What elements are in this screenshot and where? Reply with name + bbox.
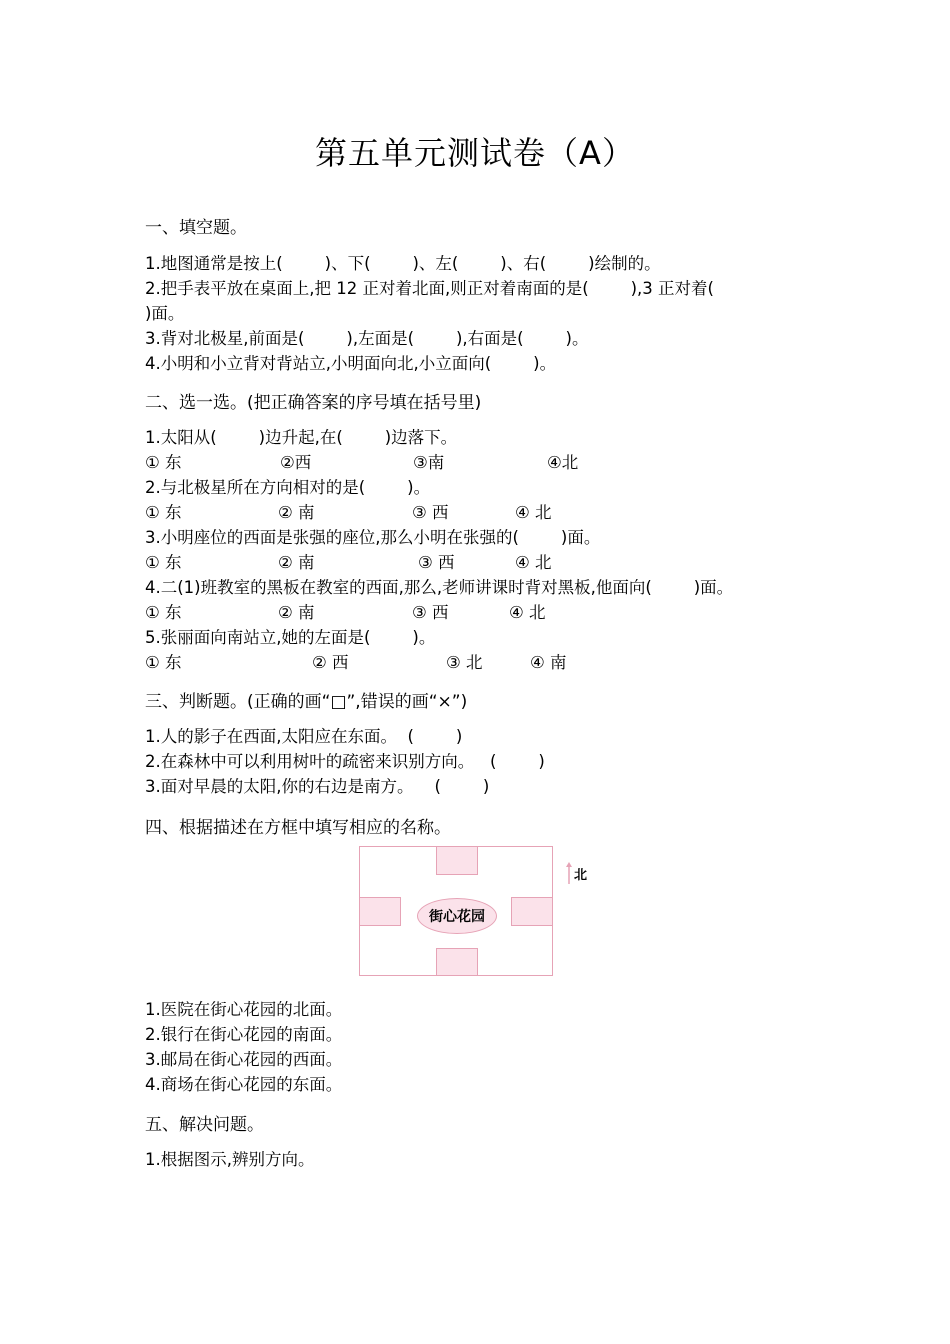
option: ③ 西 <box>418 553 455 572</box>
s2-q2-text: 2.与北极星所在方向相对的是( )。 <box>145 478 431 497</box>
s2-q5-text: 5.张丽面向南站立,她的左面是( )。 <box>145 628 436 647</box>
section-2-heading: 二、选一选。(把正确答案的序号填在括号里) <box>145 393 482 413</box>
north-arrow-icon <box>566 862 572 884</box>
street-map-diagram <box>359 846 553 976</box>
option: ④ 北 <box>509 603 546 622</box>
s3-line-2: 2.在森林中可以利用树叶的疏密来识别方向。 ( ) <box>145 752 545 771</box>
section-5-heading: 五、解决问题。 <box>145 1115 264 1135</box>
option: ① 东 <box>145 603 182 622</box>
garden-center <box>417 898 497 934</box>
section-1-heading: 一、填空题。 <box>145 218 247 238</box>
s3-line-1: 1.人的影子在西面,太阳应在东面。 ( ) <box>145 727 463 746</box>
s4-line-1: 1.医院在街心花园的北面。 <box>145 1000 343 1019</box>
option: ② 南 <box>278 603 315 622</box>
s1-line-5: 4.小明和小立背对背站立,小明面向北,小立面向( )。 <box>145 354 557 373</box>
s2-q3-text: 3.小明座位的西面是张强的座位,那么小明在张强的( )面。 <box>145 528 601 547</box>
option: ④ 北 <box>515 503 552 522</box>
option: ③ 西 <box>412 503 449 522</box>
s4-line-3: 3.邮局在街心花园的西面。 <box>145 1050 343 1069</box>
option: ② 南 <box>278 503 315 522</box>
s2-q1-text: 1.太阳从( )边升起,在( )边落下。 <box>145 428 458 447</box>
garden-center-label: 街心花园 <box>429 909 485 925</box>
option: ③南 <box>413 453 445 472</box>
option: ③ 北 <box>446 653 483 672</box>
option: ② 西 <box>312 653 349 672</box>
option: ② 南 <box>278 553 315 572</box>
north-label: 北 <box>574 867 588 883</box>
s3-line-3: 3.面对早晨的太阳,你的右边是南方。 ( ) <box>145 777 490 796</box>
section-3-heading: 三、判断题。(正确的画“□”,错误的画“×”) <box>145 692 468 712</box>
option: ③ 西 <box>412 603 449 622</box>
s4-line-2: 2.银行在街心花园的南面。 <box>145 1025 343 1044</box>
option: ① 东 <box>145 653 182 672</box>
east-answer-box[interactable] <box>511 897 553 926</box>
option: ① 东 <box>145 503 182 522</box>
s2-q4-text: 4.二(1)班教室的黑板在教室的西面,那么,老师讲课时背对黑板,他面向( )面。 <box>145 578 734 597</box>
option: ④北 <box>547 453 579 472</box>
s5-line-1: 1.根据图示,辨别方向。 <box>145 1150 315 1169</box>
s1-line-2: 2.把手表平放在桌面上,把 12 正对着北面,则正对着南面的是( ),3 正对着( <box>145 279 714 298</box>
s1-line-4: 3.背对北极星,前面是( ),左面是( ),右面是( )。 <box>145 329 589 348</box>
option: ④ 南 <box>530 653 567 672</box>
north-indicator <box>566 862 587 884</box>
section-4-heading: 四、根据描述在方框中填写相应的名称。 <box>145 818 451 838</box>
option: ②西 <box>280 453 312 472</box>
north-answer-box[interactable] <box>436 846 478 875</box>
west-answer-box[interactable] <box>359 897 401 926</box>
s1-line-3: )面。 <box>145 304 185 323</box>
option: ① 东 <box>145 453 182 472</box>
option: ④ 北 <box>515 553 552 572</box>
option: ① 东 <box>145 553 182 572</box>
page-title: 第五单元测试卷（A） <box>315 134 635 172</box>
s1-line-1: 1.地图通常是按上( )、下( )、左( )、右( )绘制的。 <box>145 254 661 273</box>
south-answer-box[interactable] <box>436 948 478 976</box>
s4-line-4: 4.商场在街心花园的东面。 <box>145 1075 343 1094</box>
